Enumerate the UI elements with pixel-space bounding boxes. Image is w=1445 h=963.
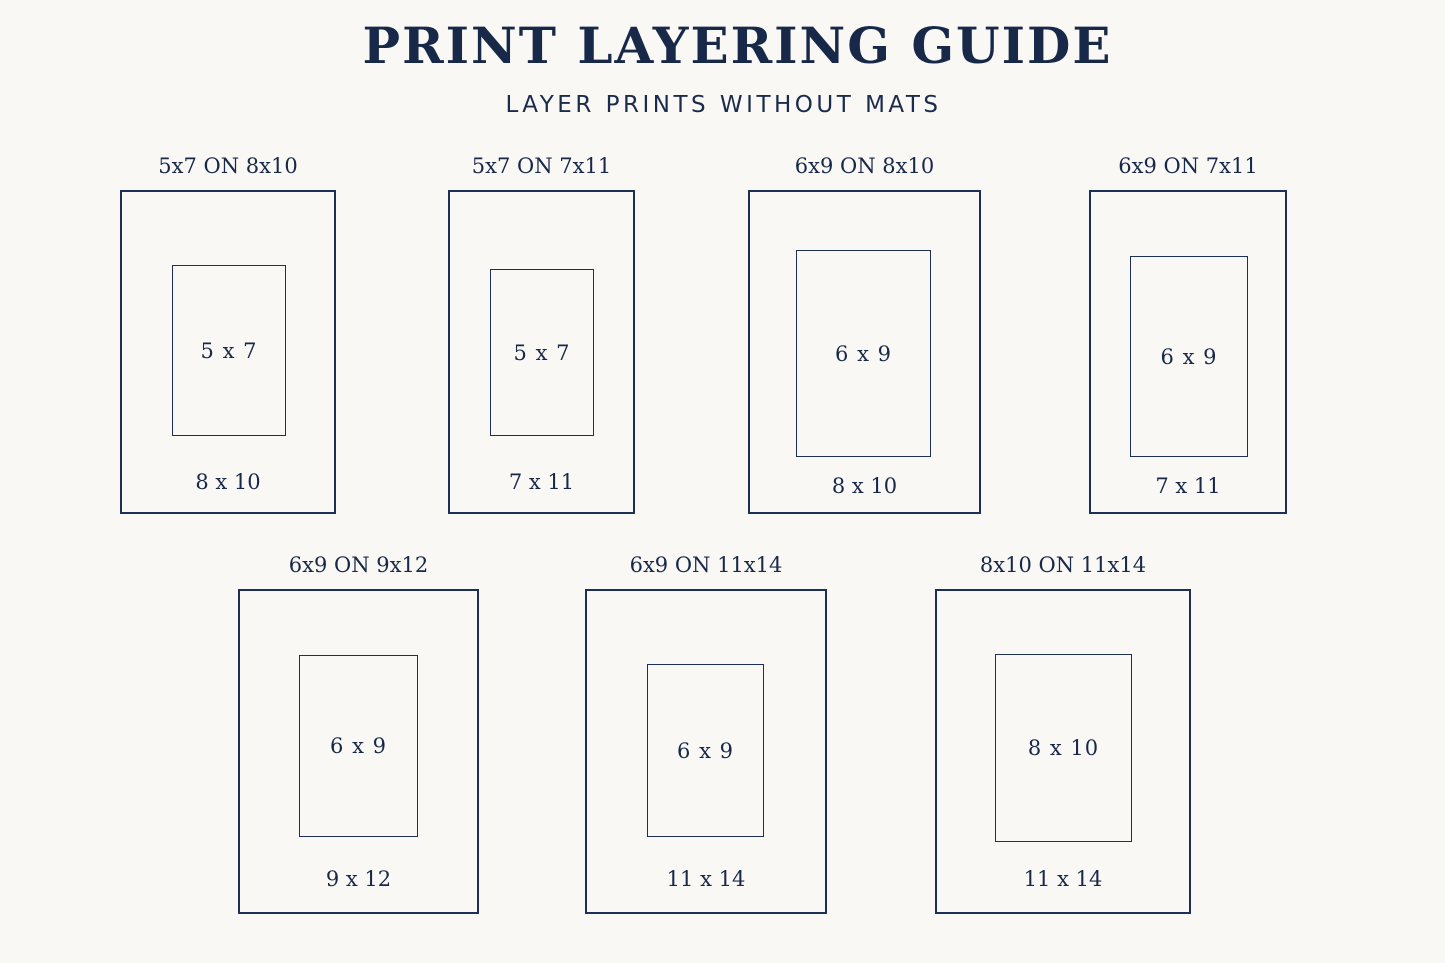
layout-label: 5x7 ON 7x11 — [471, 154, 612, 178]
outer-size-label: 8 x 10 — [195, 470, 261, 494]
outer-size-label: 11 x 14 — [1023, 867, 1103, 891]
inner-print-frame — [647, 664, 764, 837]
layout-label: 5x7 ON 8x10 — [158, 154, 298, 178]
outer-print-frame — [448, 190, 635, 514]
outer-print-frame — [238, 589, 479, 914]
page-subtitle: LAYER PRINTS WITHOUT MATS — [505, 92, 942, 118]
inner-print-frame — [490, 269, 594, 436]
page-title: PRINT LAYERING GUIDE — [362, 16, 1113, 75]
layout-label: 6x9 ON 8x10 — [794, 154, 935, 178]
inner-size-label: 6 x 9 — [1160, 344, 1218, 369]
outer-print-frame — [748, 190, 981, 514]
inner-size-label: 6 x 9 — [835, 341, 892, 366]
outer-size-label: 11 x 14 — [666, 867, 746, 891]
outer-size-label: 7 x 11 — [508, 470, 575, 494]
layout-item-8x10-on-11x14 — [935, 549, 1191, 915]
inner-size-label: 8 x 10 — [1027, 736, 1100, 760]
outer-size-label: 7 x 11 — [1155, 474, 1221, 498]
inner-print-frame — [995, 654, 1132, 842]
inner-size-label: 6 x 9 — [677, 738, 734, 763]
inner-print-frame — [172, 265, 286, 436]
layout-item-6x9-on-11x14 — [585, 549, 827, 915]
layout-label: 6x9 ON 11x14 — [629, 553, 783, 577]
inner-size-label: 6 x 9 — [330, 734, 387, 758]
inner-print-frame — [796, 250, 931, 457]
layout-item-5x7-on-8x10 — [120, 150, 336, 515]
outer-print-frame — [120, 190, 336, 514]
layout-item-6x9-on-8x10 — [748, 150, 981, 515]
outer-size-label: 8 x 10 — [831, 474, 898, 498]
inner-size-label: 5 x 7 — [513, 340, 571, 365]
outer-print-frame — [935, 589, 1191, 914]
inner-print-frame — [299, 655, 418, 837]
outer-print-frame — [585, 589, 827, 914]
layout-item-5x7-on-7x11 — [448, 150, 635, 515]
layout-label: 8x10 ON 11x14 — [979, 553, 1147, 577]
layout-label: 6x9 ON 9x12 — [288, 553, 429, 577]
inner-size-label: 5 x 7 — [200, 338, 258, 363]
outer-size-label: 9 x 12 — [325, 867, 392, 891]
inner-print-frame — [1130, 256, 1248, 457]
layout-item-6x9-on-9x12 — [238, 549, 479, 915]
layout-label: 6x9 ON 7x11 — [1118, 154, 1258, 178]
layout-item-6x9-on-7x11 — [1089, 150, 1287, 515]
outer-print-frame — [1089, 190, 1287, 514]
